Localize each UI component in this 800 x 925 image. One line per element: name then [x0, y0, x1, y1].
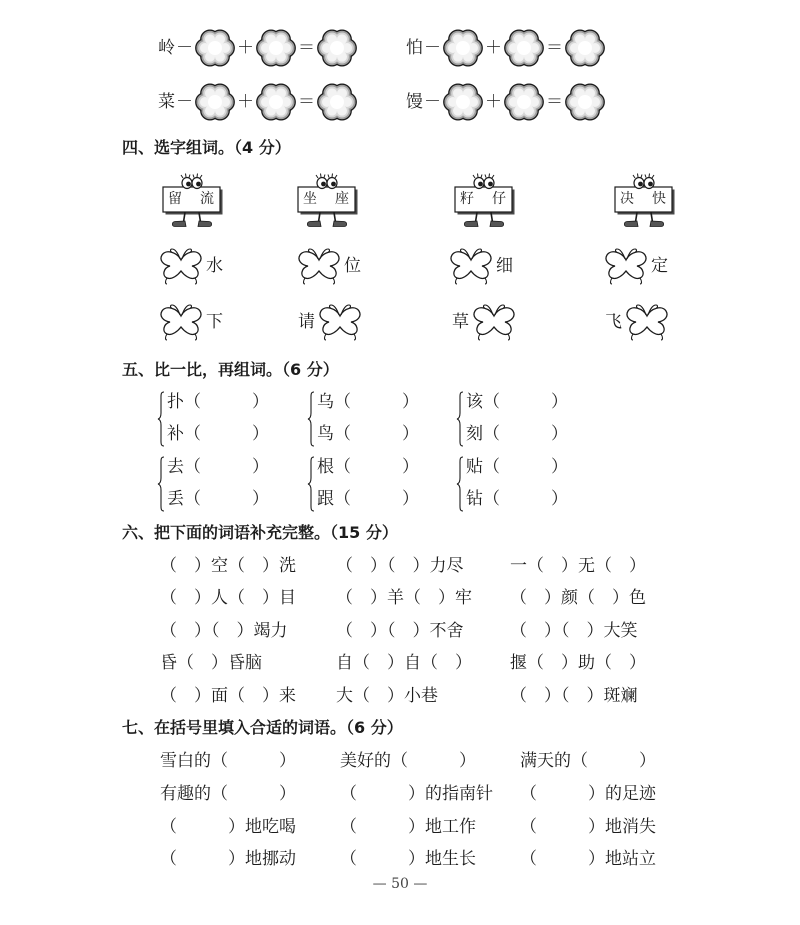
flower-blank-icon [503, 29, 545, 67]
butterfly-item [603, 244, 670, 288]
minus-sign: － [176, 92, 193, 112]
idiom-item: （ ）（ ）不舍 [336, 621, 464, 641]
phrase-item: 满天的（ ） [520, 751, 656, 771]
idiom-item: （ ）（ ）力尽 [336, 556, 464, 576]
butterfly-character: 下 [206, 312, 223, 332]
phrase-item: 美好的（ ） [340, 751, 476, 771]
butterfly-character: 细 [496, 256, 513, 276]
plus-sign: ＋ [485, 38, 502, 58]
decomposition-item [406, 29, 606, 67]
butterfly-character: 位 [344, 256, 361, 276]
decomposition-item [158, 29, 358, 67]
compare-entry: 钻（ ） [466, 489, 568, 509]
decomposition-character: 馒 [406, 92, 423, 112]
curly-brace-icon [456, 456, 464, 512]
idiom-item: 昏（ ）昏脑 [160, 653, 262, 673]
butterfly-blank-icon [317, 300, 363, 344]
page-number: — 50 — [372, 876, 428, 892]
character-choice-sign [614, 172, 676, 230]
butterfly-blank-icon [296, 244, 342, 288]
flower-blank-icon [255, 83, 297, 121]
sign-option: 座 [335, 191, 349, 207]
phrase-item: （ ）地工作 [340, 817, 476, 837]
phrase-item: （ ）地消失 [520, 817, 656, 837]
section-4-title: 四、选字组词。（4 分） [122, 138, 291, 157]
flower-blank-icon [564, 83, 606, 121]
compare-entry: 根（ ） [317, 457, 419, 477]
compare-entry: 贴（ ） [466, 457, 568, 477]
sign-option: 坐 [303, 191, 317, 207]
compare-entry: 去（ ） [167, 457, 269, 477]
idiom-item: 揠（ ）助（ ） [510, 653, 646, 673]
compare-group [157, 393, 297, 449]
plus-sign: ＋ [237, 38, 254, 58]
flower-blank-icon [194, 83, 236, 121]
equals-sign: ＝ [546, 38, 563, 58]
phrase-item: （ ）的指南针 [340, 784, 493, 804]
phrase-item: 雪白的（ ） [160, 751, 296, 771]
decomposition-character: 岭 [158, 38, 175, 58]
equals-sign: ＝ [298, 92, 315, 112]
sign-option: 留 [168, 191, 182, 207]
minus-sign: － [424, 92, 441, 112]
phrase-item: （ ）地生长 [340, 849, 476, 869]
butterfly-item [296, 300, 363, 344]
compare-entry: 鸟（ ） [317, 424, 419, 444]
butterfly-character: 草 [452, 312, 469, 332]
sign-option: 流 [200, 191, 214, 207]
butterfly-item [448, 244, 515, 288]
compare-group [307, 458, 447, 514]
butterfly-blank-icon [624, 300, 670, 344]
phrase-item: （ ）的足迹 [520, 784, 656, 804]
compare-group [456, 393, 596, 449]
butterfly-blank-icon [603, 244, 649, 288]
curly-brace-icon [157, 456, 165, 512]
phrase-item: 有趣的（ ） [160, 784, 296, 804]
idiom-item: 自（ ）自（ ） [336, 653, 472, 673]
phrase-item: （ ）地吃喝 [160, 817, 296, 837]
minus-sign: － [176, 38, 193, 58]
sign-option: 快 [652, 191, 666, 207]
section-6-title: 六、把下面的词语补充完整。（15 分） [122, 523, 398, 542]
butterfly-item [296, 244, 363, 288]
butterfly-character: 定 [651, 256, 668, 276]
compare-entry: 刻（ ） [466, 424, 568, 444]
compare-entry: 跟（ ） [317, 489, 419, 509]
decomposition-item [406, 83, 606, 121]
idiom-item: （ ）（ ）大笑 [510, 621, 638, 641]
sign-option: 仔 [492, 191, 506, 207]
butterfly-character: 水 [206, 256, 223, 276]
phrase-item: （ ）地站立 [520, 849, 656, 869]
section-7-title: 七、在括号里填入合适的词语。（6 分） [122, 718, 403, 737]
idiom-item: 一（ ）无（ ） [510, 556, 646, 576]
flower-blank-icon [564, 29, 606, 67]
compare-entry: 丢（ ） [167, 489, 269, 509]
phrase-item: （ ）地挪动 [160, 849, 296, 869]
minus-sign: － [424, 38, 441, 58]
butterfly-character: 请 [298, 312, 315, 332]
flower-blank-icon [194, 29, 236, 67]
flower-blank-icon [442, 83, 484, 121]
section-5-title: 五、比一比，再组词。（6 分） [122, 360, 339, 379]
compare-entry: 扑（ ） [167, 392, 269, 412]
flower-blank-icon [316, 29, 358, 67]
butterfly-blank-icon [471, 300, 517, 344]
butterfly-blank-icon [448, 244, 494, 288]
butterfly-item [158, 300, 225, 344]
compare-entry: 补（ ） [167, 424, 269, 444]
character-choice-sign [297, 172, 359, 230]
idiom-item: （ ）空（ ）洗 [160, 556, 296, 576]
compare-group [307, 393, 447, 449]
equals-sign: ＝ [546, 92, 563, 112]
butterfly-item [603, 300, 670, 344]
compare-group [456, 458, 596, 514]
butterfly-blank-icon [158, 300, 204, 344]
plus-sign: ＋ [485, 92, 502, 112]
flower-blank-icon [442, 29, 484, 67]
idiom-item: （ ）（ ）竭力 [160, 621, 288, 641]
idiom-item: （ ）羊（ ）牢 [336, 588, 472, 608]
idiom-item: （ ）面（ ）来 [160, 686, 296, 706]
character-choice-sign [162, 172, 224, 230]
sign-option: 决 [620, 191, 634, 207]
sign-option: 籽 [460, 191, 474, 207]
compare-entry: 该（ ） [466, 392, 568, 412]
curly-brace-icon [307, 456, 315, 512]
idiom-item: （ ）颜（ ）色 [510, 588, 646, 608]
butterfly-item [450, 300, 517, 344]
butterfly-blank-icon [158, 244, 204, 288]
idiom-item: 大（ ）小巷 [336, 686, 438, 706]
curly-brace-icon [307, 391, 315, 447]
butterfly-character: 飞 [605, 312, 622, 332]
compare-entry: 乌（ ） [317, 392, 419, 412]
flower-blank-icon [316, 83, 358, 121]
idiom-item: （ ）（ ）斑斓 [510, 686, 638, 706]
curly-brace-icon [157, 391, 165, 447]
decomposition-item [158, 83, 358, 121]
idiom-item: （ ）人（ ）目 [160, 588, 296, 608]
plus-sign: ＋ [237, 92, 254, 112]
curly-brace-icon [456, 391, 464, 447]
decomposition-character: 菜 [158, 92, 175, 112]
flower-blank-icon [503, 83, 545, 121]
decomposition-character: 怕 [406, 38, 423, 58]
compare-group [157, 458, 297, 514]
equals-sign: ＝ [298, 38, 315, 58]
butterfly-item [158, 244, 225, 288]
character-choice-sign [454, 172, 516, 230]
flower-blank-icon [255, 29, 297, 67]
